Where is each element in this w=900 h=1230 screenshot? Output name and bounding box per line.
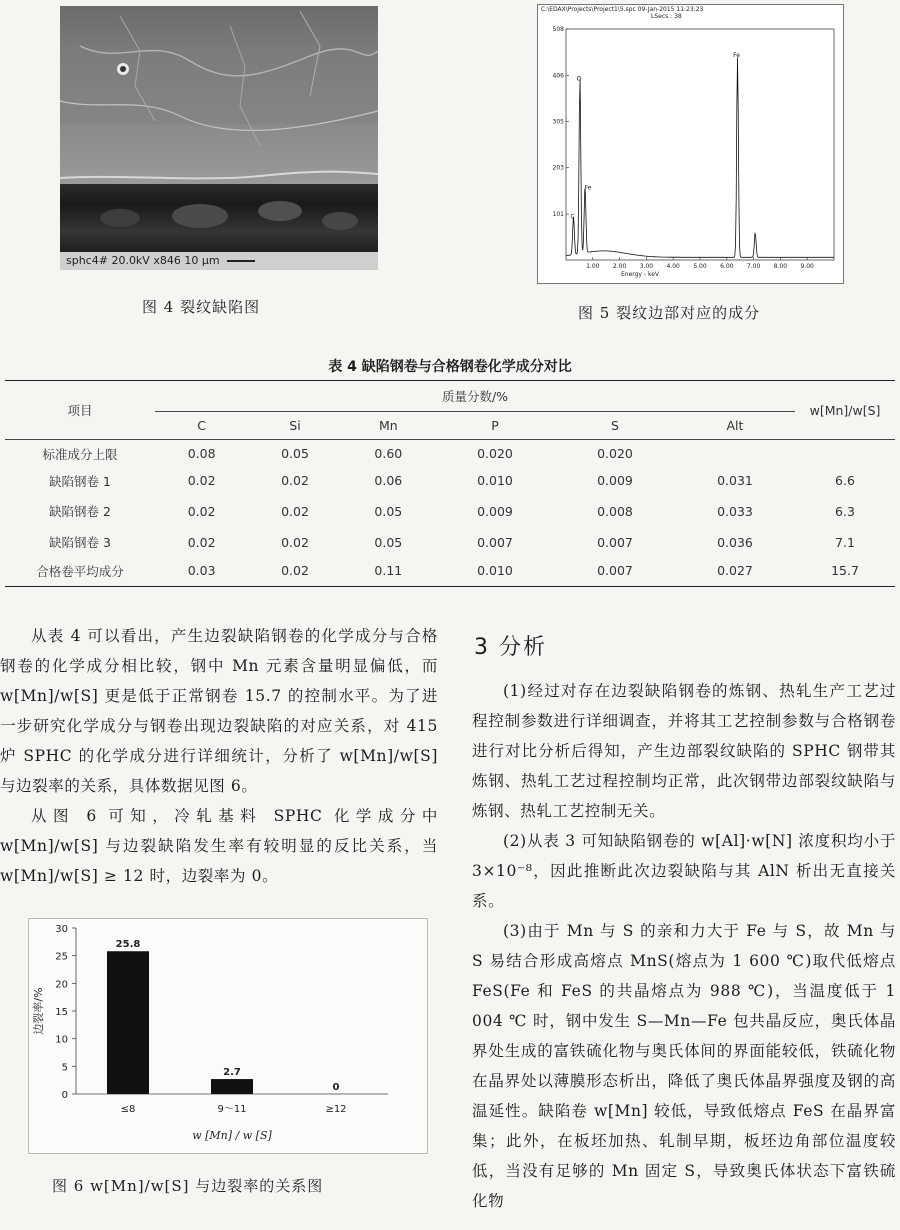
fig6-x-axis-label: w [Mn] / w [S] <box>192 1129 272 1142</box>
table-cell: 0.033 <box>717 503 753 519</box>
fig6-x-tick-label: ≤8 <box>120 1104 136 1115</box>
table-cell: 0.02 <box>187 503 216 519</box>
table-cell: 0.06 <box>374 473 403 488</box>
table-row <box>5 494 895 528</box>
eds-spectrum-line <box>566 57 834 257</box>
eds-y-tick-label: 406 <box>552 72 564 80</box>
table-cell: 0.009 <box>597 473 633 488</box>
fig6-y-tick-label: 30 <box>55 924 68 935</box>
table-cell: 0.02 <box>281 473 309 488</box>
eds-y-tick-label: 203 <box>552 164 564 172</box>
table-col-header: Si <box>289 418 301 433</box>
eds-peak-label: Fe <box>584 184 592 192</box>
fig6-value-label: 2.7 <box>223 1067 241 1079</box>
table-cell: 0.009 <box>477 503 513 519</box>
table-cell: 0.020 <box>477 446 513 461</box>
scale-bar-line <box>227 260 255 262</box>
table-head-item: 项目 <box>67 403 93 418</box>
fig5-caption: 图 5 裂纹边部对应的成分 <box>578 304 761 322</box>
table-cell: 7.1 <box>835 534 855 550</box>
table-cell: 0.02 <box>281 534 309 550</box>
table-cell: 0.008 <box>597 503 633 519</box>
left-paragraph-2: 从图 6 可知，冷轧基料 SPHC 化学成分中 w[Mn]/w[S] 与边裂缺陷发生率有较明显的反比关系，当 w[Mn]/w[S] ≥ 12 时，边裂率为 0。 <box>0 807 438 885</box>
table-col-header: Alt <box>726 418 744 433</box>
eds-x-tick-label: 6.00 <box>720 263 734 270</box>
eds-peak-label: O <box>576 75 582 83</box>
fig6-caption: 图 6 w[Mn]/w[S] 与边裂率的关系图 <box>52 1177 324 1195</box>
fig6-y-tick-label: 25 <box>55 951 68 963</box>
table4-title: 表 4 缺陷钢卷与合格钢卷化学成分对比 <box>328 359 572 375</box>
fig6-y-tick-label: 0 <box>61 1090 68 1101</box>
fig6-y-tick-label: 20 <box>55 979 68 991</box>
eds-x-tick-label: 3.00 <box>639 263 654 270</box>
table-row <box>5 467 895 494</box>
fig6-bar-chart <box>28 918 428 1154</box>
table-head-ratio: w[Mn]/w[S] <box>809 402 881 418</box>
table-cell <box>795 440 895 468</box>
row-name: 缺陷钢卷 2 <box>49 504 111 519</box>
fig6-y-tick-label: 10 <box>55 1034 68 1046</box>
fig6-x-tick-label: 9～11 <box>217 1104 247 1115</box>
table-cell: 0.02 <box>281 503 309 519</box>
table-cell: 15.7 <box>831 563 859 579</box>
right-paragraph-2: (2)从表 3 可知缺陷钢卷的 w[Al]·w[N] 浓度积均小于 3×10⁻⁸，因此推断此次边裂缺陷与其 AlN 析出无直接关系。 <box>472 832 896 910</box>
table-cell: 0.08 <box>187 446 216 461</box>
fig6-value-label: 0 <box>332 1082 340 1093</box>
eds-x-tick-label: 1.00 <box>586 263 600 270</box>
section-heading: 3 分析 <box>474 635 547 660</box>
eds-x-tick-label: 7.00 <box>746 263 761 270</box>
table-cell: 0.03 <box>187 563 216 579</box>
right-paragraph-1: (1)经过对存在边裂缺陷钢卷的炼钢、热轧生产工艺过程控制参数进行详细调查，并将其工艺控制参数与合格钢卷进行对比分析后得知，产生边部裂纹缺陷的 SPHC 钢带其炼钢、热轧工艺过程控制均正常，此次钢带边部裂纹缺陷与炼钢、热轧工艺控制无关。 <box>472 682 896 820</box>
right-paragraph-3: (3)由于 Mn 与 S 的亲和力大于 Fe 与 S，故 Mn 与 S 易结合形成高熔点 MnS(熔点为 1 600 ℃)取代低熔点 FeS(Fe 和 FeS 的共晶熔点为 988 ℃)，当温度低于 1 004 ℃ 时，钢中发生 S—Mn—Fe 包共晶反应，奥氏体晶界处生成的富铁硫化物与奥氏体间的界面能较低，铁硫化物在晶界处以薄膜形态析出，降低了奥氏体晶界强度及钢的高温延性。缺陷卷 w[Mn] 较低，导致低熔点 FeS 在晶界富集；此外，在板坯加热、轧制早期，板坯边角部位温度较低，当没有足够的 Mn 固定 S，导致奥氏体状态下富铁硫化物 <box>472 922 896 1210</box>
row-name: 缺陷钢卷 1 <box>49 473 111 489</box>
eds-spectrum <box>537 4 844 284</box>
fig6-frame <box>29 919 428 1154</box>
left-paragraph-1: 从表 4 可以看出，产生边裂缺陷钢卷的化学成分与合格钢卷的化学成分相比较，钢中 Mn 元素含量明显偏低，而 w[Mn]/w[S] 更是低于正常钢卷 15.7 的控制水平。为了进一步研究化学成分与钢卷出现边裂缺陷的对应关系，对 415 炉 SPHC 的化学成分进行详细统计，分析了 w[Mn]/w[S] 与边裂率的关系，具体数据见图 6。 <box>0 627 438 795</box>
table-cell: 0.02 <box>187 473 216 488</box>
table-cell: 0.02 <box>187 534 216 550</box>
eds-plot <box>538 5 843 283</box>
eds-x-axis-label: Energy - keV <box>620 271 660 278</box>
row-name: 缺陷钢卷 3 <box>49 535 111 550</box>
eds-y-tick-label: 101 <box>552 211 564 219</box>
table-cell: 0.010 <box>477 563 513 579</box>
table-head-group: 质量分数/% <box>155 381 795 412</box>
fig6-y-tick-label: 15 <box>55 1007 68 1018</box>
table-row <box>5 556 895 586</box>
row-name: 标准成分上限 <box>42 446 118 462</box>
table-cell: 6.6 <box>835 473 855 488</box>
table-cell: 0.007 <box>597 563 633 579</box>
eds-x-tick-label: 8.00 <box>773 263 788 270</box>
eds-y-tick-label: 508 <box>552 26 564 33</box>
table-cell <box>675 440 795 468</box>
table-col-header: Mn <box>378 418 398 433</box>
eds-y-tick-label: 305 <box>552 118 564 126</box>
eds-header-line2: LSecs : 38 <box>651 13 682 20</box>
table-cell: 0.036 <box>717 534 753 550</box>
eds-x-tick-label: 2.00 <box>612 263 627 270</box>
scale-bar <box>60 252 378 270</box>
crack-texture <box>60 6 378 252</box>
eds-x-tick-label: 9.00 <box>800 263 814 270</box>
fig6-y-axis-label: 边裂率/% <box>32 987 45 1035</box>
table-cell: 0.60 <box>374 446 403 461</box>
fig6-value-label: 25.8 <box>115 939 141 951</box>
table-cell: 6.3 <box>835 503 855 519</box>
eds-plot-frame <box>566 29 834 260</box>
table-row <box>5 440 895 468</box>
table-cell: 0.007 <box>597 534 633 550</box>
table-row <box>5 528 895 556</box>
table-col-header: C <box>197 418 207 433</box>
table-cell: 0.007 <box>477 534 513 550</box>
eds-peak-label: C <box>570 213 575 221</box>
table-cell: 0.031 <box>717 473 753 488</box>
table-cell: 0.027 <box>717 563 753 579</box>
scale-bar-text: sphc4# 20.0kV x846 10 μm <box>66 254 220 267</box>
table-cell: 0.05 <box>374 503 403 519</box>
row-name: 合格卷平均成分 <box>36 563 124 579</box>
table-cell: 0.010 <box>477 473 513 488</box>
eds-x-tick-label: 5.00 <box>693 263 707 270</box>
fig6-bar <box>211 1079 253 1094</box>
table-cell: 0.11 <box>374 563 403 579</box>
table-col-header: P <box>491 418 499 433</box>
fig6-bar <box>107 951 149 1094</box>
eds-header-line1: C:\EDAX\Projects\Project1\5.spc 09-Jan-2015 11:23:23 <box>541 6 704 13</box>
table-cell: 0.02 <box>281 563 309 579</box>
fig6-x-tick-label: ≥12 <box>325 1104 347 1115</box>
table-cell: 0.05 <box>281 446 309 461</box>
table-col-header: S <box>610 418 619 433</box>
right-column <box>472 676 896 1216</box>
left-column <box>0 621 438 891</box>
sem-micrograph <box>60 6 378 270</box>
fig4-caption: 图 4 裂纹缺陷图 <box>142 298 261 316</box>
table-cell: 0.05 <box>374 534 403 550</box>
table-cell: 0.020 <box>597 446 633 461</box>
eds-x-tick-label: 4.00 <box>666 263 680 270</box>
eds-peak-label: Fe <box>733 51 740 59</box>
fig6-y-tick-label: 5 <box>61 1062 68 1074</box>
table4 <box>5 380 895 587</box>
